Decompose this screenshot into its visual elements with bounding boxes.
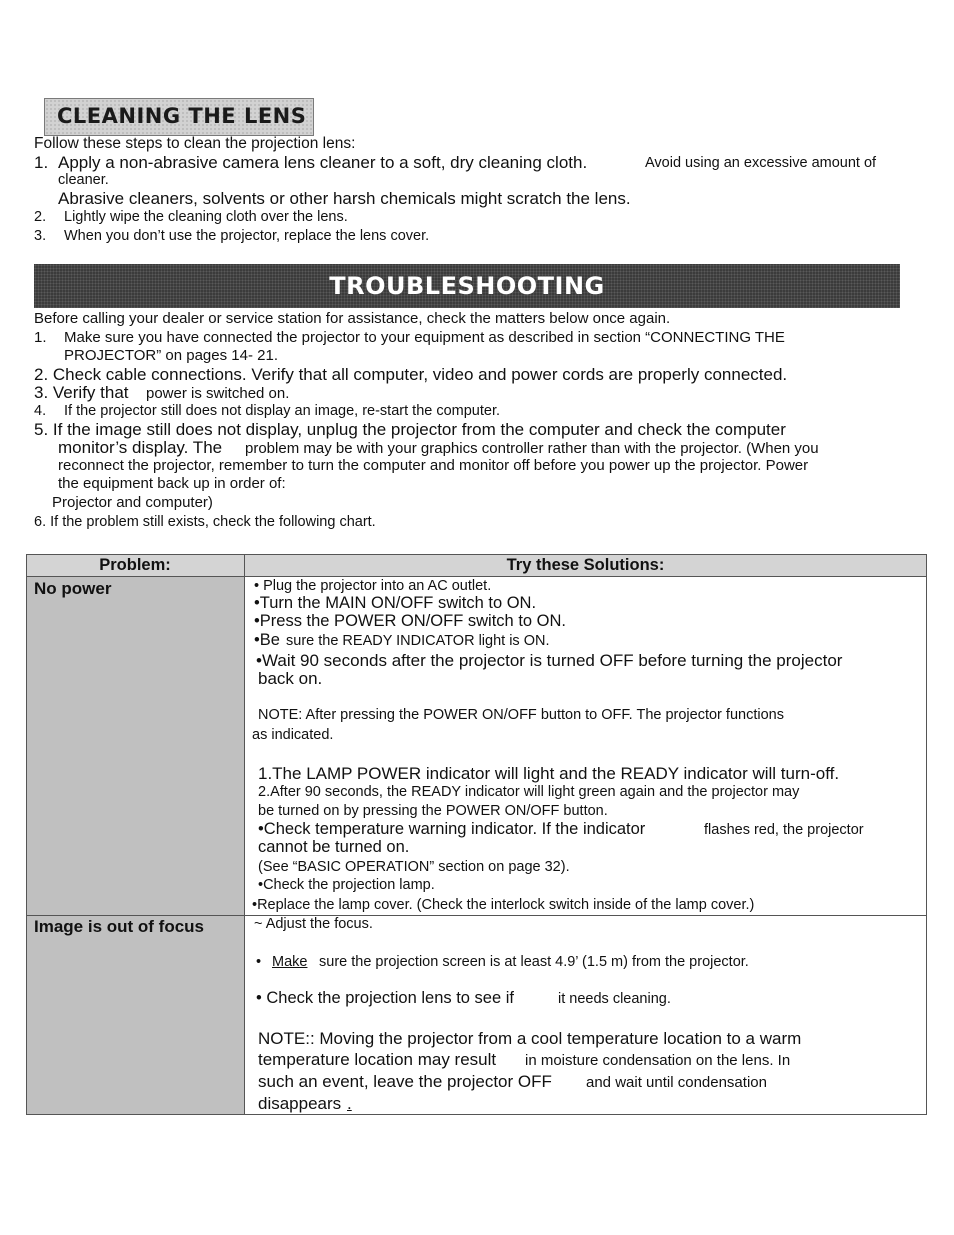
cleaning-intro: Follow these steps to clean the projection lens: (34, 135, 356, 152)
table-border-left (26, 554, 27, 1115)
table-header-solutions: Try these Solutions: (244, 554, 927, 576)
solution-line: cannot be turned on. (258, 838, 410, 856)
solution-line: (See “BASIC OPERATION” section on page 32). (258, 859, 570, 875)
table-border-right (926, 554, 927, 1115)
trouble-step1-line1: Make sure you have connected the projector to your equipment as described in section “CONNECTING THE (64, 329, 785, 346)
solution-line: • Plug the projector into an AC outlet. (254, 578, 492, 594)
solution-line: •Wait 90 seconds after the projector is turned OFF before turning the projector (256, 651, 843, 670)
table-header-problem: Problem: (26, 554, 244, 576)
solution-line: •Check the projection lamp. (258, 877, 435, 893)
table-border-header (26, 576, 927, 577)
solution-bullet: • (256, 954, 262, 970)
problem-out-of-focus: Image is out of focus (34, 917, 205, 936)
trouble-step6: 6. If the problem still exists, check the following chart. (34, 514, 376, 530)
cleaning-step3-num: 3. (34, 228, 47, 244)
solution-line: back on. (258, 669, 323, 688)
trouble-step1-num: 1. (34, 329, 47, 346)
solution-line: •Press the POWER ON/OFF switch to ON. (254, 612, 566, 630)
table-row (26, 915, 244, 1114)
cleaning-heading: CLEANING THE LENS (57, 104, 307, 128)
cleaning-step1-main: Apply a non-abrasive camera lens cleaner to a soft, dry cleaning cloth. (58, 153, 588, 172)
solution-note: as indicated. (252, 727, 334, 743)
trouble-step5-line5: Projector and computer) (52, 494, 213, 511)
solution-line: Make (272, 954, 308, 970)
solution-line: it needs cleaning. (558, 991, 671, 1007)
solutions-no-power (244, 576, 927, 915)
solution-line: ~ Adjust the focus. (254, 916, 373, 932)
table-row (26, 576, 244, 915)
trouble-step5-line2a: monitor’s display. The (58, 438, 223, 457)
solution-note: NOTE:: Moving the projector from a cool temperature location to a warm (258, 1029, 802, 1048)
solutions-out-of-focus (244, 915, 927, 1114)
trouble-step2: 2. Check cable connections. Verify that all computer, video and power cords are properly connected. (34, 365, 788, 384)
table-border-middle (244, 554, 245, 1115)
solution-note: such an event, leave the projector OFF (258, 1072, 552, 1091)
cleaning-heading-banner (44, 98, 314, 136)
cleaning-step1-note: Avoid using an excessive amount of (645, 155, 877, 171)
solution-note: disappears (258, 1094, 342, 1113)
solution-line: •Replace the lamp cover. (Check the interlock switch inside of the lamp cover.) (252, 897, 755, 913)
solution-line: •Turn the MAIN ON/OFF switch to ON. (254, 594, 537, 612)
trouble-step5-line4: the equipment back up in order of: (58, 475, 286, 492)
troubleshooting-heading-banner (34, 264, 900, 308)
trouble-step4-num: 4. (34, 403, 47, 419)
cleaning-step1-warning: Abrasive cleaners, solvents or other harsh chemicals might scratch the lens. (58, 189, 631, 208)
troubleshooting-heading: TROUBLESHOOTING (329, 272, 605, 300)
solution-note: and wait until condensation (586, 1074, 767, 1091)
troubleshooting-table (26, 554, 927, 1114)
trouble-step5-line3: reconnect the projector, remember to turn the computer and monitor off before you power up the projector. Power (58, 457, 809, 474)
solution-note: . (347, 1094, 352, 1113)
solution-note: NOTE: After pressing the POWER ON/OFF button to OFF. The projector functions (258, 707, 784, 723)
cleaning-step1-num: 1. (34, 153, 49, 172)
trouble-step5-line1: 5. If the image still does not display, unplug the projector from the computer and check the computer (34, 420, 786, 439)
cleaning-step2-num: 2. (34, 209, 47, 225)
trouble-step3-main: 3. Verify that (34, 383, 129, 402)
solution-line: •Be (254, 631, 280, 649)
trouble-step3-rest: power is switched on. (146, 385, 290, 402)
solution-note: in moisture condensation on the lens. In (525, 1052, 791, 1069)
solution-line: sure the projection screen is at least 4.9’ (1.5 m) from the projector. (319, 954, 749, 970)
solution-line: •Check temperature warning indicator. If the indicator (258, 820, 646, 838)
solution-note: temperature location may result (258, 1050, 497, 1069)
solution-line: 2.After 90 seconds, the READY indicator will light green again and the projector may (258, 784, 800, 800)
solution-line: flashes red, the projector (704, 822, 864, 838)
solution-line: sure the READY INDICATOR light is ON. (286, 633, 550, 649)
solution-line: be turned on by pressing the POWER ON/OFF button. (258, 803, 608, 819)
cleaning-step2: Lightly wipe the cleaning cloth over the lens. (64, 209, 348, 225)
cleaning-step3: When you don’t use the projector, replace the lens cover. (64, 228, 430, 244)
solution-line: • Check the projection lens to see if (256, 989, 514, 1007)
table-border-bottom (26, 1114, 927, 1115)
solution-line: 1.The LAMP POWER indicator will light and the READY indicator will turn-off. (258, 764, 840, 783)
table-border-top (26, 554, 927, 555)
troubleshooting-intro: Before calling your dealer or service station for assistance, check the matters below once again. (34, 310, 671, 327)
trouble-step4: If the projector still does not display an image, re-start the computer. (64, 403, 501, 419)
cleaning-step1-note-cont: cleaner. (58, 172, 109, 188)
trouble-step1-line2: PROJECTOR” on pages 14- 21. (64, 347, 278, 364)
trouble-step5-line2b: problem may be with your graphics controller rather than with the projector. (When you (245, 440, 819, 457)
problem-no-power: No power (34, 579, 112, 598)
table-border-row (26, 915, 927, 916)
